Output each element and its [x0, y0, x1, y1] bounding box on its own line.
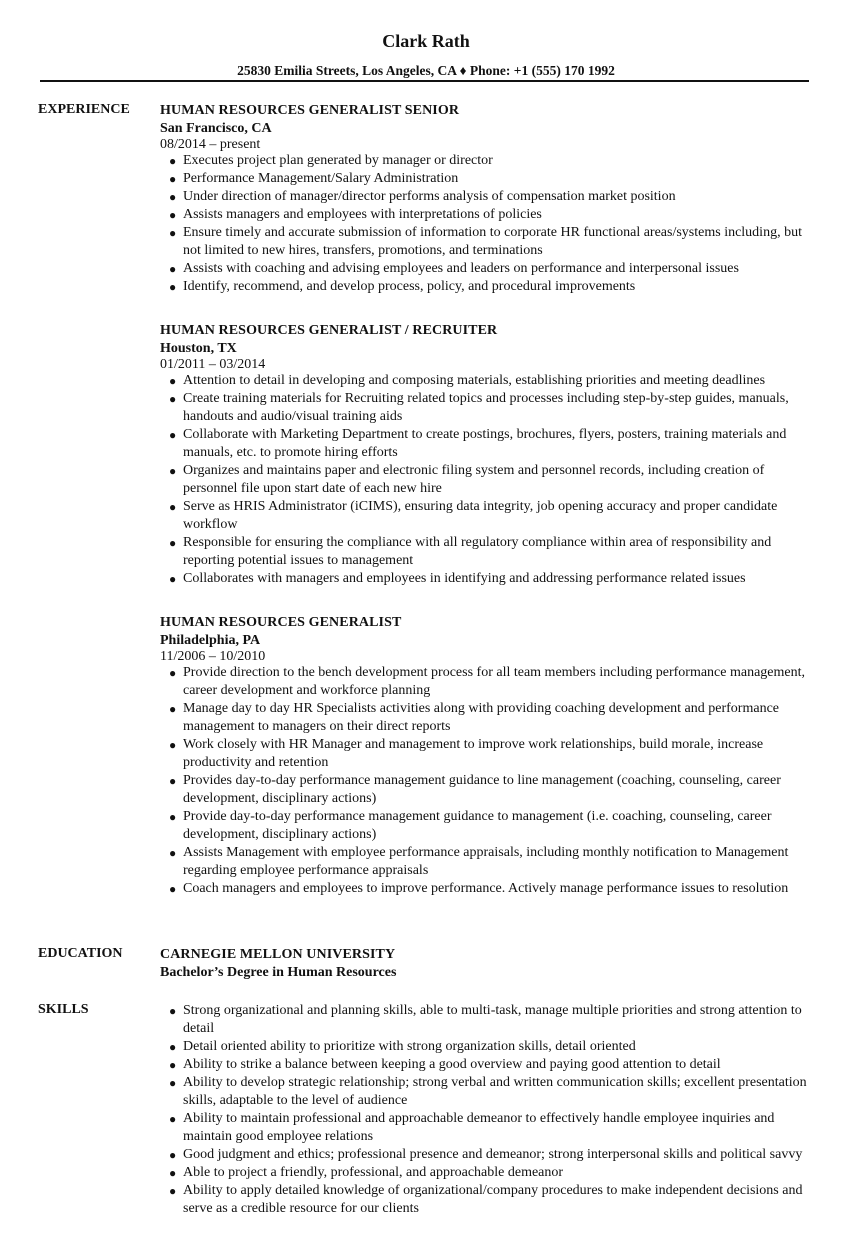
bullet-icon: ● [169, 666, 177, 680]
bullet-icon: ● [169, 154, 177, 168]
list-item: ● Create training materials for Recruiting related topics and processes including step-by-step guides, manuals, handouts and audio/visual training aids [169, 391, 789, 424]
bullet-icon: ● [169, 1040, 177, 1054]
resume-name: Clark Rath [382, 31, 470, 51]
bullet-icon: ● [169, 882, 177, 896]
section-label-skills: SKILLS [38, 1002, 89, 1017]
bullet-icon: ● [169, 190, 177, 204]
list-item: ● Good judgment and ethics; professional presence and demeanor; strong interpersonal skills and political savvy [169, 1147, 803, 1162]
bullet-icon: ● [169, 208, 177, 222]
list-item: ● Work closely with HR Manager and management to improve work relationships, build morale, increase productivity and retention [169, 737, 764, 770]
bullet-icon: ● [169, 1004, 177, 1018]
job-entry [160, 322, 820, 588]
bullet-icon: ● [169, 392, 177, 406]
list-item: ● Provides day-to-day performance management guidance to line management (coaching, counseling, career development, disciplinary actions) [169, 773, 781, 806]
list-item: ● Coach managers and employees to improve performance. Actively manage performance issues to resolution [169, 881, 789, 896]
job-dates: 01/2011 – 03/2014 [160, 357, 266, 372]
bullet-icon: ● [169, 1112, 177, 1126]
job-entry [160, 102, 820, 296]
list-item: ● Detail oriented ability to prioritize with strong organization skills, detail oriented [169, 1039, 636, 1054]
bullet-icon: ● [169, 1148, 177, 1162]
school-name: CARNEGIE MELLON UNIVERSITY [160, 947, 396, 962]
list-item: ● Executes project plan generated by manager or director [169, 153, 493, 168]
skills-bullet-list [160, 1002, 820, 1218]
bullet-icon: ● [169, 738, 177, 752]
bullet-icon: ● [169, 280, 177, 294]
bullet-icon: ● [169, 172, 177, 186]
list-item: ● Manage day to day HR Specialists activities along with providing coaching development and performance management to managers on their direct reports [169, 701, 779, 734]
bullet-icon: ● [169, 1076, 177, 1090]
job-title: HUMAN RESOURCES GENERALIST [160, 615, 402, 630]
list-item: ● Responsible for ensuring the compliance with all regulatory compliance within area of responsibility and reporting potential issues to management [169, 535, 772, 568]
bullet-icon: ● [169, 428, 177, 442]
bullet-icon: ● [169, 536, 177, 550]
bullet-icon: ● [169, 1166, 177, 1180]
job-bullet-list [160, 664, 820, 898]
job-location: San Francisco, CA [160, 121, 272, 136]
list-item: ● Serve as HRIS Administrator (iCIMS), ensuring data integrity, job opening accuracy and proper candidate workflow [169, 499, 778, 532]
bullet-icon: ● [169, 810, 177, 824]
job-dates: 11/2006 – 10/2010 [160, 649, 266, 664]
list-item: ● Collaborates with managers and employees in identifying and addressing performance related issues [169, 571, 746, 586]
job-location: Houston, TX [160, 341, 237, 356]
list-item: ● Strong organizational and planning skills, able to multi-task, manage multiple priorities and strong attention to detail [169, 1003, 802, 1036]
bullet-icon: ● [169, 500, 177, 514]
list-item: ● Attention to detail in developing and composing materials, establishing priorities and meeting deadlines [169, 373, 766, 388]
list-item: ● Provide day-to-day performance management guidance to management (i.e. coaching, counseling, career development, disciplinary actions) [169, 809, 772, 842]
header-divider [40, 80, 809, 82]
bullet-icon: ● [169, 226, 177, 240]
bullet-icon: ● [169, 774, 177, 788]
list-item: ● Assists managers and employees with interpretations of policies [169, 207, 542, 222]
list-item: ● Performance Management/Salary Administration [169, 171, 459, 186]
skills-entry [160, 1002, 820, 1218]
job-dates: 08/2014 – present [160, 137, 261, 152]
list-item: ● Identify, recommend, and develop process, policy, and procedural improvements [169, 279, 636, 294]
list-item: ● Ability to apply detailed knowledge of organizational/company procedures to make independent decisions and serve as a credible resource for our clients [169, 1183, 803, 1216]
job-bullet-list [160, 372, 820, 588]
list-item: ● Ability to strike a balance between keeping a good overview and paying good attention to detail [169, 1057, 721, 1072]
list-item: ● Ensure timely and accurate submission of information to corporate HR functional areas/systems including, but not limited to new hires, transfers, promotions, and terminations [169, 225, 802, 258]
list-item: ● Assists with coaching and advising employees and leaders on performance and interpersonal issues [169, 261, 739, 276]
job-title: HUMAN RESOURCES GENERALIST / RECRUITER [160, 323, 498, 338]
section-label-experience: EXPERIENCE [38, 102, 130, 117]
job-bullet-list [160, 152, 820, 296]
bullet-icon: ● [169, 1058, 177, 1072]
list-item: ● Assists Management with employee performance appraisals, including monthly notification to Management regarding employee performance appraisals [169, 845, 789, 878]
section-label-education: EDUCATION [38, 946, 123, 961]
bullet-icon: ● [169, 846, 177, 860]
bullet-icon: ● [169, 572, 177, 586]
list-item: ● Ability to maintain professional and approachable demeanor to effectively handle employee inquiries and maintain good employee relations [169, 1111, 775, 1144]
job-entry [160, 614, 820, 898]
degree: Bachelor’s Degree in Human Resources [160, 965, 397, 980]
list-item: ● Able to project a friendly, professional, and approachable demeanor [169, 1165, 564, 1180]
list-item: ● Provide direction to the bench development process for all team members including performance management, career development and workforce planning [169, 665, 806, 698]
bullet-icon: ● [169, 374, 177, 388]
list-item: ● Ability to develop strategic relationship; strong verbal and written communication skills; excellent presentation skills, adaptable to the level of audience [169, 1075, 807, 1108]
education-entry [160, 946, 820, 982]
bullet-icon: ● [169, 262, 177, 276]
job-location: Philadelphia, PA [160, 633, 261, 648]
list-item: ● Organizes and maintains paper and electronic filing system and personnel records, including creation of personnel file upon start date of each new hire [169, 463, 765, 496]
contact-line: 25830 Emilia Streets, Los Angeles, CA ♦ Phone: +1 (555) 170 1992 [237, 63, 615, 78]
bullet-icon: ● [169, 464, 177, 478]
list-item: ● Collaborate with Marketing Department to create postings, brochures, flyers, posters, training materials and manuals, etc. to promote hiring efforts [169, 427, 787, 460]
bullet-icon: ● [169, 702, 177, 716]
list-item: ● Under direction of manager/director performs analysis of compensation market position [169, 189, 676, 204]
job-title: HUMAN RESOURCES GENERALIST SENIOR [160, 103, 460, 118]
bullet-icon: ● [169, 1184, 177, 1198]
